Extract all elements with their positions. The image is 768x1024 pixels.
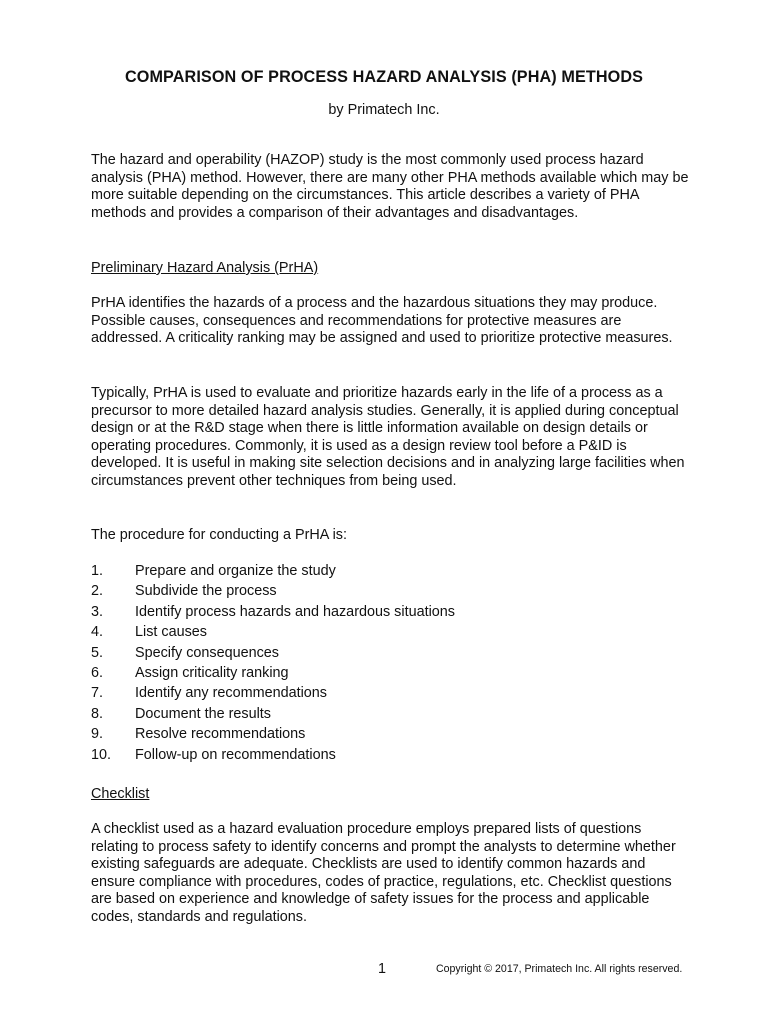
list-item-text: Identify any recommendations [135, 685, 327, 702]
intro-paragraph: The hazard and operability (HAZOP) study is the most commonly used process hazard analysis (PHA) method. However, there are many other PHA methods available which may be more suitable depending on the circumstances. This article describes a variety of PHA methods and provides a comparison of their advantages and disadvantages. [91, 152, 689, 221]
list-item [91, 561, 691, 581]
list-item [91, 704, 691, 724]
procedure-intro: The procedure for conducting a PrHA is: [91, 527, 347, 543]
list-item-text: Resolve recommendations [135, 726, 306, 743]
list-item [91, 602, 691, 622]
list-item-text: Prepare and organize the study [135, 563, 336, 579]
list-item [91, 663, 691, 683]
document-byline: by Primatech Inc. [328, 102, 440, 118]
list-item-number: 9. [91, 726, 104, 743]
list-item-text: List causes [135, 624, 207, 641]
prha-paragraph-1: PrHA identifies the hazards of a process and the hazardous situations they may produce. Possible causes, consequences and recommendations for protective measures are addressed. A criticality ranking may be assigned and used to prioritize protective measures. [91, 295, 673, 347]
list-item-text: Document the results [135, 705, 271, 722]
list-item-number: 6. [91, 664, 104, 681]
prha-paragraph-2: Typically, PrHA is used to evaluate and prioritize hazards early in the life of a process as a precursor to more detailed hazard analysis studies. Generally, it is applied during conceptual design or at the R&D stage when there is little information available on design details or operating procedures. Commonly, it is used as a design review tool before a P&ID is developed. It is useful in making site selection decisions and in analyzing large facilities when circumstances prevent other techniques from being used. [91, 385, 685, 489]
list-item [91, 643, 691, 663]
list-item-number: 8. [91, 705, 104, 722]
list-item-number: 7. [91, 685, 104, 702]
document-title: COMPARISON OF PROCESS HAZARD ANALYSIS (PHA) METHODS [124, 68, 644, 86]
section-heading-checklist: Checklist [91, 786, 150, 802]
list-item-number: 2. [91, 583, 104, 600]
list-item-number: 5. [91, 644, 104, 661]
list-item-number: 3. [91, 603, 104, 620]
list-item-text: Follow-up on recommendations [135, 746, 336, 763]
list-item [91, 724, 691, 744]
list-item-text: Assign criticality ranking [135, 664, 289, 681]
list-item-number: 4. [91, 624, 104, 641]
checklist-paragraph-1: A checklist used as a hazard evaluation procedure employs prepared lists of questions relating to process safety to identify concerns and prompt the analysts to determine whether existing safeguards are adequate. Checklists are used to identify common hazards and ensure compliance with procedures, codes of practice, regulations, etc. Checklist questions are based on experience and knowledge of safety issues for the process and applicable codes, standards and regulations. [91, 821, 676, 925]
procedure-steps-list [91, 561, 691, 765]
list-item-number: 1. [91, 563, 104, 579]
section-heading-prha: Preliminary Hazard Analysis (PrHA) [91, 260, 319, 276]
copyright-notice: Copyright © 2017, Primatech Inc. All rights reserved. [436, 963, 683, 975]
list-item [91, 622, 691, 642]
page-number: 1 [378, 961, 387, 977]
list-item [91, 581, 691, 601]
list-item-number: 10. [91, 746, 112, 763]
list-item-text: Identify process hazards and hazardous situations [135, 603, 455, 620]
list-item [91, 745, 691, 765]
list-item [91, 683, 691, 703]
list-item-text: Subdivide the process [135, 583, 277, 600]
list-item-text: Specify consequences [135, 644, 279, 661]
